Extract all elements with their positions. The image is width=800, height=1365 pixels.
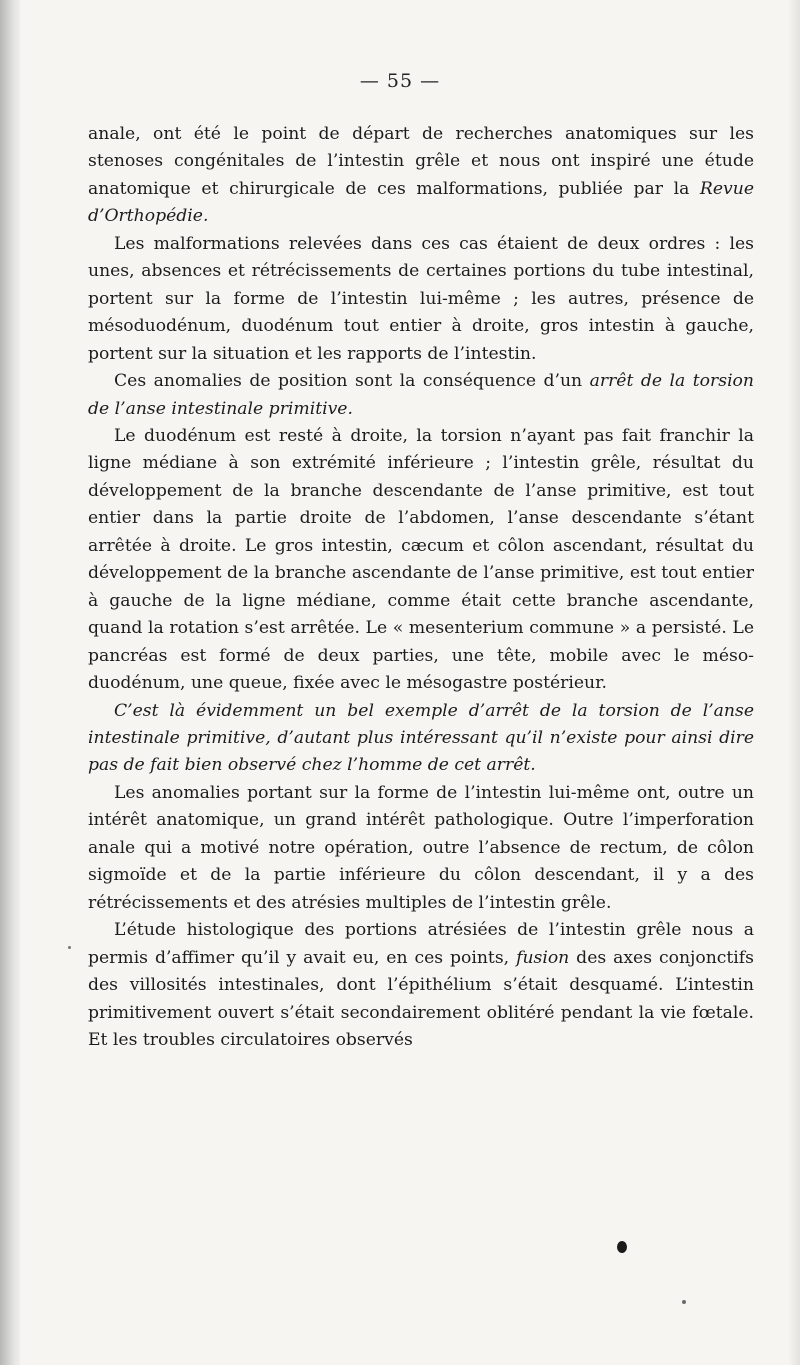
page-gutter-shadow <box>0 0 20 1365</box>
paragraph <box>88 423 754 698</box>
text-run: Les malformations relevées dans ces cas étaient de deux ordres : les unes, absences et rétrécissements de certaines portions du tube intestinal, portent sur la forme de l’intestin lui-même ; les autres, présence de mésoduodénum, duodénum tout entier à droite, gros intestin à gauche, portent sur la situation et les rapports de l’intestin. <box>88 233 754 364</box>
text-run: Les anomalies portant sur la forme de l’intestin lui-même ont, outre un intérêt anatomique, un grand intérêt pathologique. Outre l’imperforation anale qui a motivé notre opération, outre l’absence de rectum, de côlon sigmoïde et de la partie inférieure du côlon descendant, il y a des rétrécissements et des atrésies multiples de l’intestin grêle. <box>88 782 754 913</box>
paragraph <box>88 121 754 231</box>
page-number: — 55 — <box>359 70 441 92</box>
text-run: des axes conjonctifs des villosités intestinales, dont l’épithélium s’était desquamé. L’intestin primitivement ouvert s’était secondairement oblitéré pendant la vie fœtale. Et les troubles circulatoires observés <box>88 947 754 1050</box>
italic-text-run: arrêt de la torsion de l’anse intestinale primitive. <box>88 371 754 419</box>
paragraph <box>88 917 754 1054</box>
page-edge-shadow <box>788 0 800 1365</box>
paragraph <box>88 780 754 917</box>
text-run: Le duodénum est resté à droite, la torsion n’ayant pas fait franchir la ligne médiane à son extrémité inférieure ; l’intestin grêle, résultat du développement de la branche descendante de l’anse primitive, est tout entier dans la partie droite de l’abdomen, l’anse descendante s’étant arrêtée à droite. Le gros intestin, cæcum et côlon ascendant, résultat du développement de la branche ascendante de l’anse primitive, est tout entier à gauche de la ligne médiane, comme était cette branche ascendante, quand la rotation s’est arrêtée. Le « mesenterium commune » a persisté. Le pancréas est formé de deux parties, une tête, mobile avec le méso-duodénum, une queue, fixée avec le mésogastre postérieur. <box>88 425 754 694</box>
italic-text-run: fusion <box>516 947 570 968</box>
ink-blot <box>617 1241 627 1253</box>
margin-speck <box>68 946 71 949</box>
body-text <box>88 121 754 1054</box>
paragraph <box>88 698 754 780</box>
paragraph <box>88 231 754 368</box>
text-run: anale, ont été le point de départ de recherches anatomiques sur les stenoses congénitales de l’intestin grêle et nous ont inspiré une étude anatomique et chirurgicale de ces malformations, publiée par la <box>88 124 754 199</box>
italic-text-run: Revue d’Orthopédie. <box>88 178 754 227</box>
paragraph <box>88 368 754 423</box>
paper-speck <box>682 1300 686 1304</box>
text-run: L’étude histologique des portions atrésiées de l’intestin grêle nous a permis d’affimer qu’il y avait eu, en ces points, <box>88 920 754 968</box>
text-run: Ces anomalies de position sont la conséquence d’un <box>114 371 590 392</box>
italic-text-run: C’est là évidemment un bel exemple d’arrêt de la torsion de l’anse intestinale primitive, d’autant plus intéressant qu’il n’existe pour ainsi dire pas de fait bien observé chez l’homme de cet arrêt. <box>88 700 754 776</box>
